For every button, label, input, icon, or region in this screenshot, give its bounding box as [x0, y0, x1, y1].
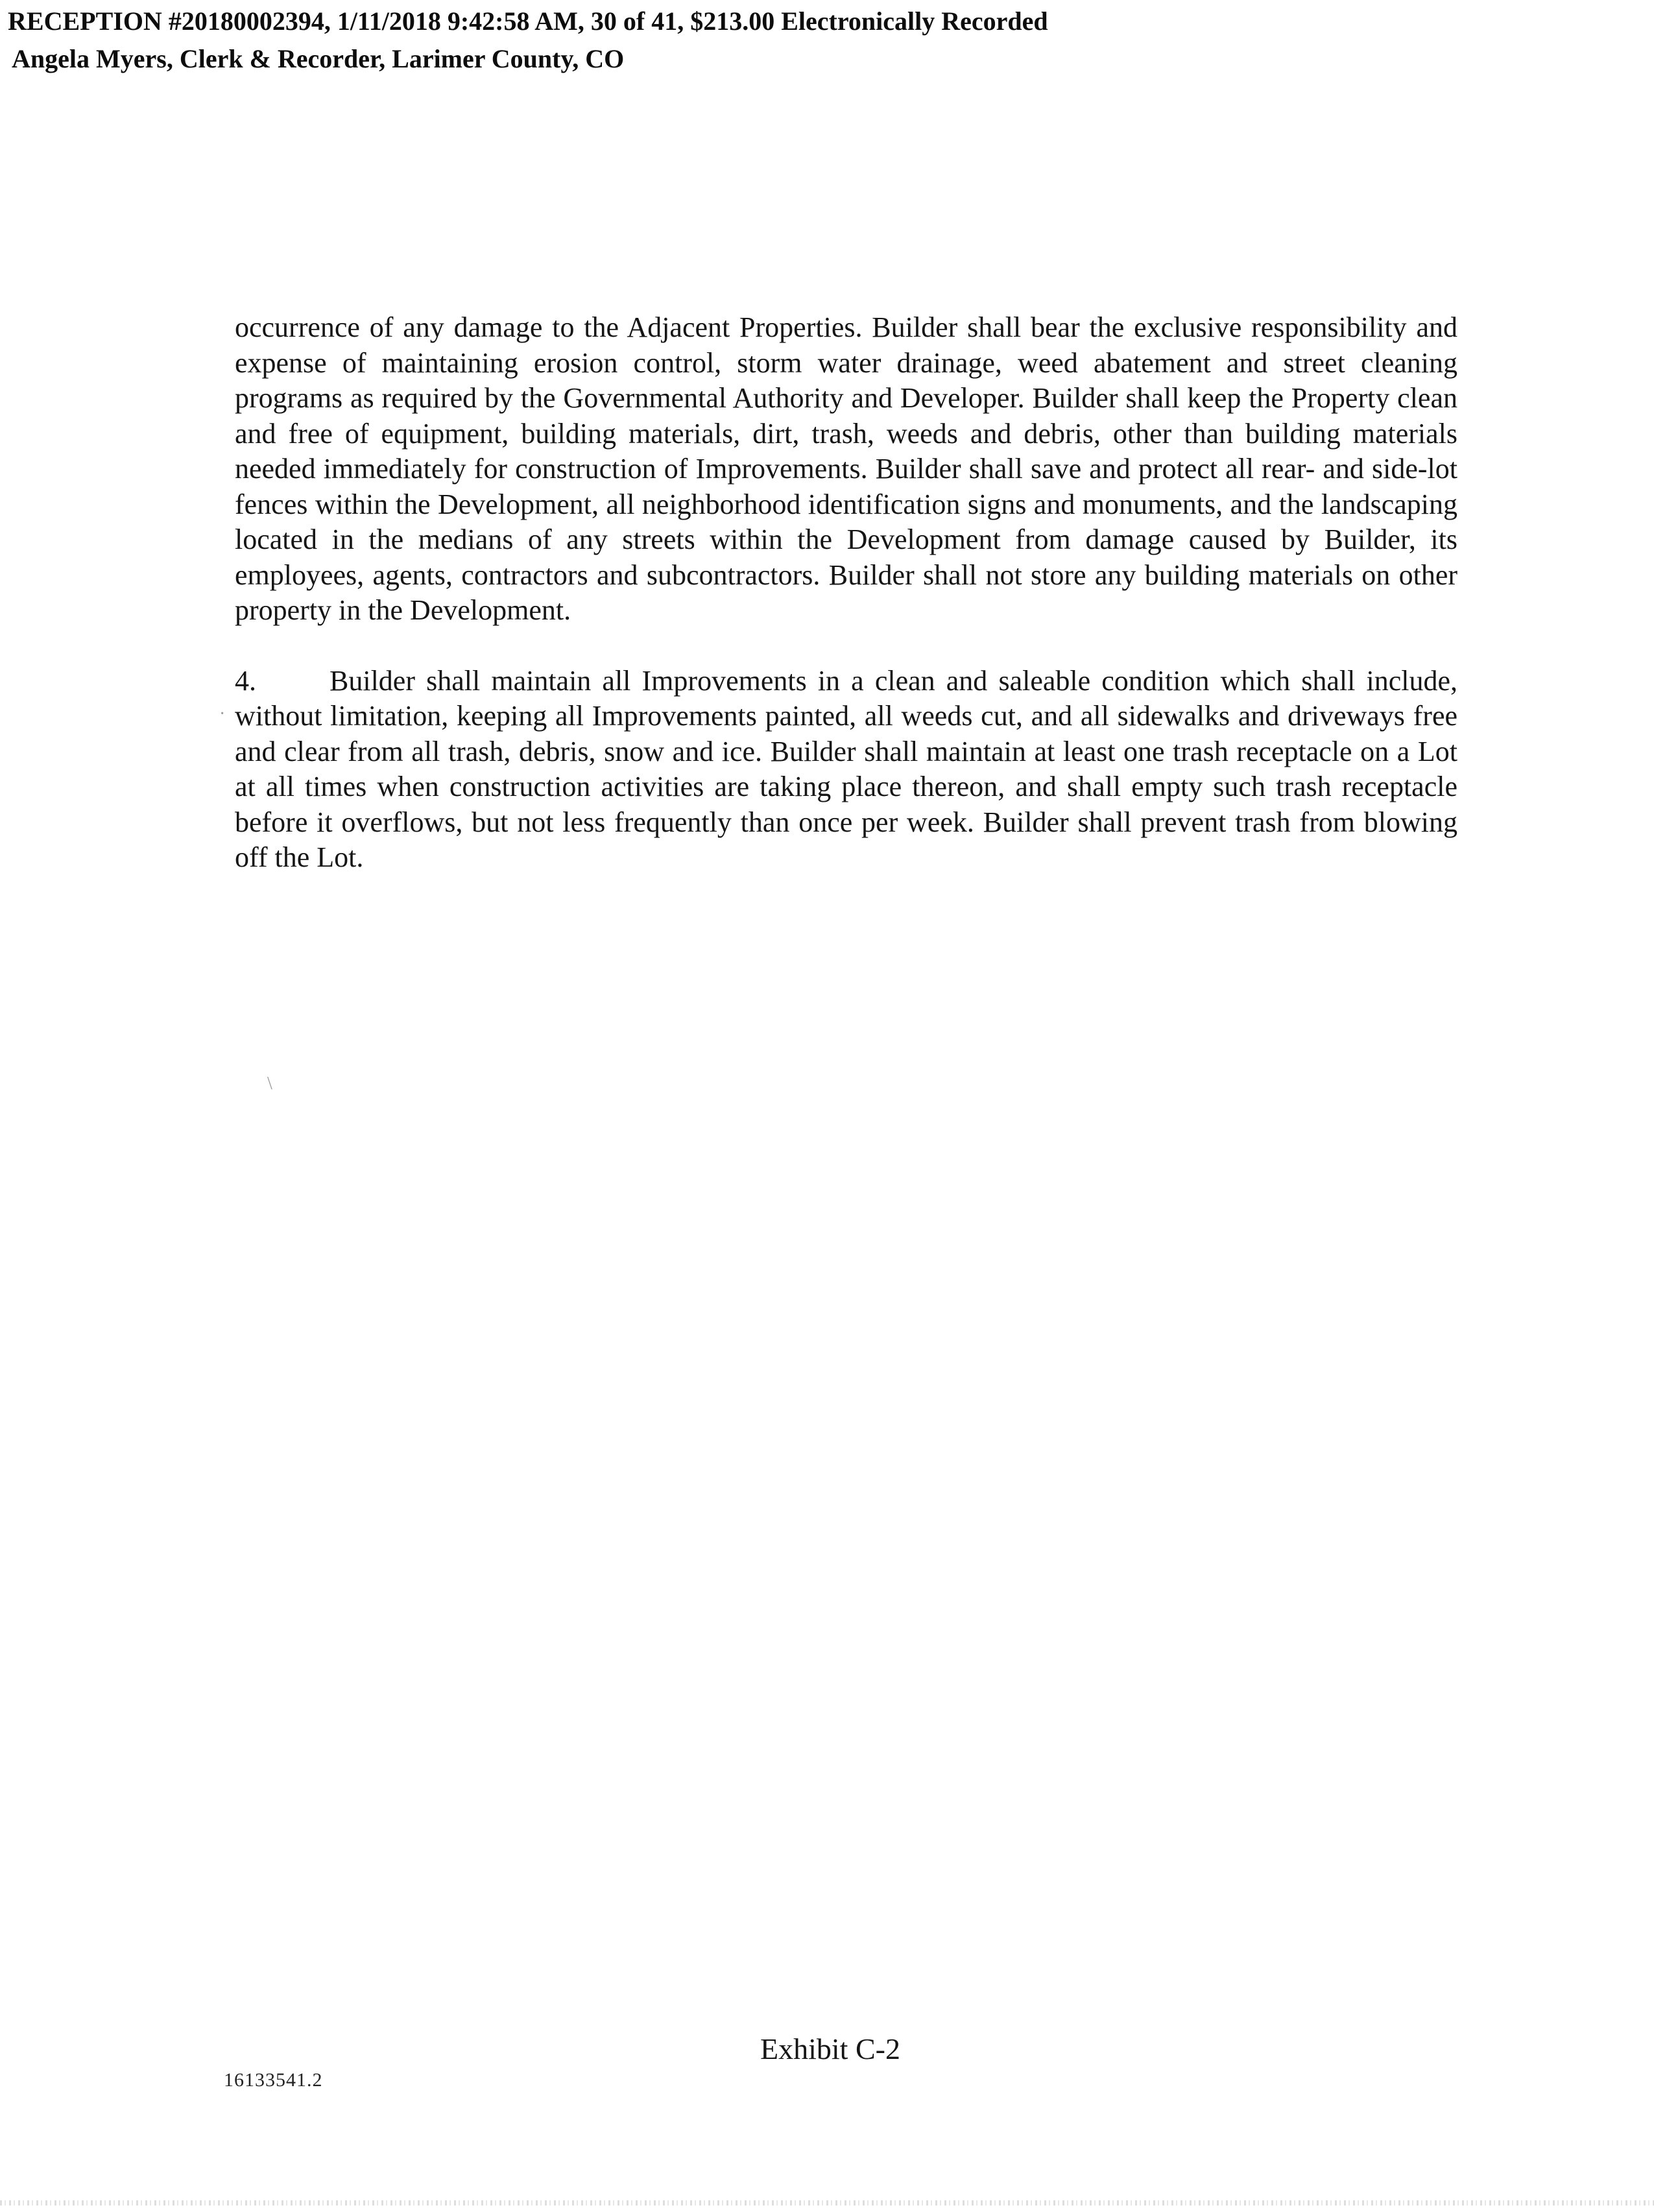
scan-artifact-strip — [0, 2200, 1654, 2206]
paragraph-4 — [235, 664, 1457, 876]
recording-stamp-line-2: Angela Myers, Clerk & Recorder, Larimer County, CO — [12, 44, 625, 73]
continued-paragraph: occurrence of any damage to the Adjacent Properties. Builder shall bear the exclusive responsibility and expense of maintaining erosion control, storm water drainage, weed abatement and street cleaning programs as required by the Governmental Authority and Developer. Builder shall keep the Property clean and free of equipment, building materials, dirt, trash, weeds and debris, other than building materials needed immediately for construction of Improvements. Builder shall save and protect all rear- and side-lot fences within the Development, all neighborhood identification signs and monuments, and the landscaping located in the medians of any streets within the Development from damage caused by Builder, its employees, agents, contractors and subcontractors. Builder shall not store any building materials on other property in the Development. — [235, 311, 1457, 626]
recording-stamp-line-1: RECEPTION #20180002394, 1/11/2018 9:42:58 AM, 30 of 41, $213.00 Electronically Recorded — [8, 6, 1048, 36]
scan-speck: · — [219, 704, 226, 724]
paragraph-4-text: Builder shall maintain all Improvements in a clean and saleable condition which shall include, without limitation, keeping all Improvements painted, all weeds cut, and all sidewalks and driveways free and clear from all trash, debris, snow and ice. Builder shall maintain at least one trash receptacle on a Lot at all times when construction activities are taking place thereon, and shall empty such trash receptacle before it overflows, but not less frequently than once per week. Builder shall prevent trash from blowing off the Lot. — [235, 664, 1457, 873]
exhibit-label: Exhibit C-2 — [760, 2032, 900, 2065]
paragraph-4-number: 4. — [235, 664, 256, 697]
document-body — [235, 310, 1457, 876]
scan-speck: \ — [267, 1074, 272, 1094]
document-number: 16133541.2 — [224, 2069, 323, 2091]
recording-stamp-header — [8, 3, 1048, 78]
